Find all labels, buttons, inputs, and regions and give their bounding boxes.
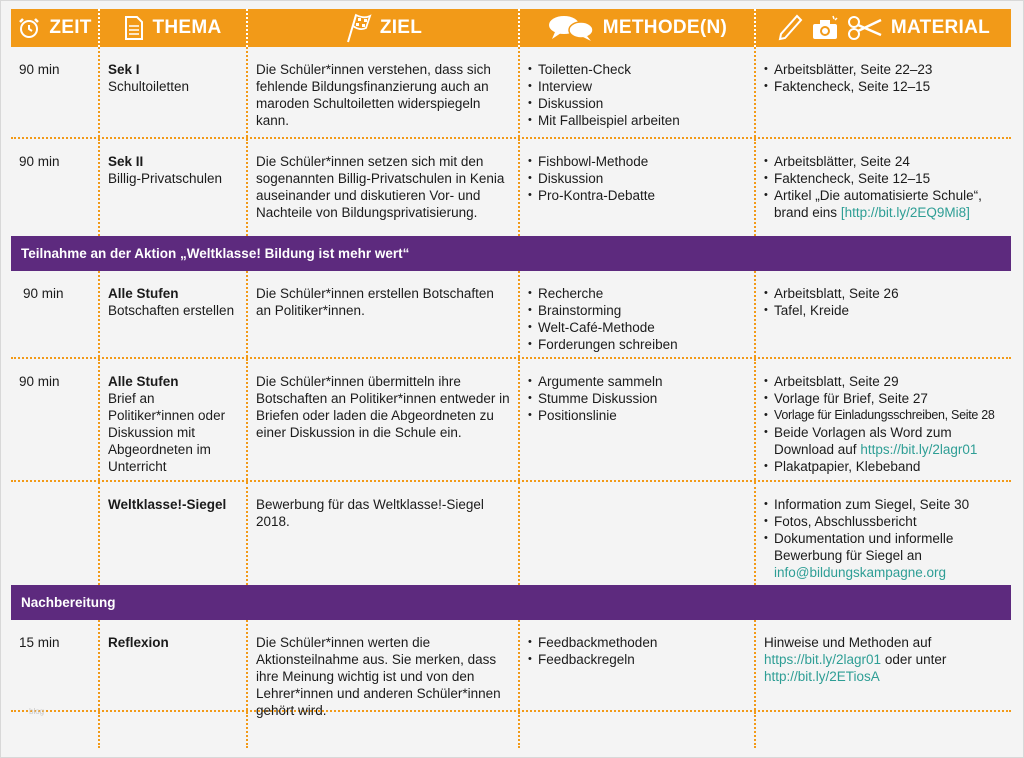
pencil-icon [777, 14, 803, 42]
table-row [11, 47, 1011, 139]
watermark-text: blog [29, 707, 45, 716]
list-item: • Positionslinie [528, 407, 746, 424]
empty-cell [11, 712, 100, 748]
header-ziel-label: ZIEL [379, 17, 423, 38]
methode-cell [520, 271, 756, 357]
empty-cell [756, 712, 1011, 748]
document-icon [124, 15, 144, 41]
ziel-cell: Die Schüler*innen übermitteln ihre Botschaften an Politiker*innen entweder in Briefen oder laden die Abgeordneten zu einer Diskussion in die Schule ein. [248, 359, 520, 480]
download-link[interactable]: https://bit.ly/2lagr01 [860, 442, 978, 457]
email-link[interactable]: info@bildungskampagne.org [774, 565, 947, 580]
methode-cell [520, 620, 756, 710]
methode-cell [520, 482, 756, 585]
empty-cell [100, 712, 248, 748]
header-methode [520, 9, 756, 47]
ziel-cell: Bewerbung für das Weltklasse!-Siegel 2018. [248, 482, 520, 585]
list-item: • Toiletten-Check [528, 61, 746, 78]
ziel-cell: Die Schüler*innen erstellen Botschaften an Politiker*innen. [248, 271, 520, 357]
empty-cell [248, 712, 520, 748]
lesson-plan-table [11, 9, 1011, 748]
application-text: Dokumentation und informelle Bewerbung für Siegel an [774, 531, 954, 563]
material-cell [756, 359, 1011, 480]
thema-title: Weltklasse!-Siegel [108, 497, 227, 512]
header-zeit-label: ZEIT [49, 17, 92, 38]
list-item: • Information zum Siegel, Seite 30 [764, 496, 1003, 513]
checkered-flag-icon [344, 13, 372, 43]
thema-title: Reflexion [108, 635, 169, 650]
thema-cell [100, 359, 248, 480]
ziel-cell: Die Schüler*innen setzen sich mit den sogenannten Billig-Privatschulen in Kenia auseinander und diskutieren Vor- und Nachteile von Bildungsprivatisierung. [248, 139, 520, 236]
methode-cell [520, 47, 756, 137]
table-header [11, 9, 1011, 47]
list-item: • Tafel, Kreide [764, 302, 1003, 319]
table-row [11, 139, 1011, 236]
list-item: • Pro-Kontra-Debatte [528, 187, 746, 204]
list-item: • Stumme Diskussion [528, 390, 746, 407]
thema-cell [100, 47, 248, 137]
material-cell [756, 271, 1011, 357]
zeit-cell [11, 482, 100, 585]
list-item [764, 530, 1003, 581]
list-item: • Vorlage für Einladungsschreiben, Seite 28 [764, 407, 1007, 424]
speech-bubbles-icon [547, 14, 595, 42]
list-item: • Faktencheck, Seite 12–15 [764, 78, 1003, 95]
zeit-cell: 90 min [11, 47, 100, 137]
material-cell [756, 139, 1011, 236]
hinweise-link-2[interactable]: http://bit.ly/2ETiosA [764, 669, 880, 684]
thema-title: Sek I [108, 62, 140, 77]
list-item: • Arbeitsblatt, Seite 26 [764, 285, 1003, 302]
hinweise-link-1[interactable]: https://bit.ly/2lagr01 [764, 652, 882, 667]
header-thema-label: THEMA [152, 17, 222, 38]
section-band-nachbereitung: Nachbereitung [11, 585, 1011, 620]
list-item: • Feedbackregeln [528, 651, 746, 668]
list-item: • Arbeitsblätter, Seite 24 [764, 153, 1003, 170]
thema-title: Alle Stufen [108, 286, 179, 301]
thema-cell [100, 482, 248, 585]
list-item: • Arbeitsblatt, Seite 29 [764, 373, 1007, 390]
material-cell [756, 47, 1011, 137]
list-item: • Welt-Café-Methode [528, 319, 746, 336]
empty-row [11, 712, 1011, 748]
alarm-clock-icon [17, 16, 41, 40]
thema-subtitle: Brief an Politiker*innen oder Diskussion mit Abgeordneten im Unterricht [108, 391, 226, 474]
list-item: • Feedbackmethoden [528, 634, 746, 651]
material-cell [756, 482, 1011, 585]
header-material [756, 9, 1011, 47]
thema-subtitle: Schultoiletten [108, 79, 190, 94]
list-item: • Recherche [528, 285, 746, 302]
table-row [11, 482, 1011, 585]
zeit-cell: 90 min [11, 139, 100, 236]
thema-title: Alle Stufen [108, 374, 179, 389]
list-item: • Plakatpapier, Klebeband [764, 458, 1007, 475]
thema-cell [100, 271, 248, 357]
download-text: Beide Vorlagen als Word zum Download auf [774, 425, 952, 457]
thema-cell [100, 620, 248, 710]
scissors-icon [847, 15, 883, 41]
list-item: • Argumente sammeln [528, 373, 746, 390]
zeit-cell: 90 min [11, 359, 100, 480]
zeit-cell: 15 min [11, 620, 100, 710]
methode-cell [520, 359, 756, 480]
list-item: • Faktencheck, Seite 12–15 [764, 170, 1003, 187]
list-item: • Arbeitsblätter, Seite 22–23 [764, 61, 1003, 78]
thema-subtitle: Billig-Privatschulen [108, 171, 223, 186]
section-band-aktion: Teilnahme an der Aktion „Weltklasse! Bildung ist mehr wert“ [11, 236, 1011, 271]
list-item [764, 424, 1007, 458]
thema-subtitle: Botschaften erstellen [108, 303, 235, 318]
header-methode-label: METHODE(N) [602, 17, 728, 38]
article-text: Artikel „Die automatisierte Schule“, brand eins [774, 188, 982, 220]
hinweise-text: Hinweise und Methoden auf [764, 635, 932, 650]
list-item: • Vorlage für Brief, Seite 27 [764, 390, 1007, 407]
list-item: • Fotos, Abschlussbericht [764, 513, 1003, 530]
list-item: • Brainstorming [528, 302, 746, 319]
list-item [764, 187, 1003, 221]
empty-cell [520, 712, 756, 748]
ziel-cell: Die Schüler*innen werten die Aktionsteilnahme aus. Sie merken, dass ihre Meinung wichtig ist und von den Lehrer*innen und anderen Schüler*innen gehört wird. [248, 620, 520, 710]
ziel-cell: Die Schüler*innen verstehen, dass sich fehlende Bildungsfinanzierung auch an maroden Schultoiletten widerspiegeln kann. [248, 47, 520, 137]
list-item: • Mit Fallbeispiel arbeiten [528, 112, 746, 129]
header-material-label: MATERIAL [890, 17, 991, 38]
list-item: • Interview [528, 78, 746, 95]
list-item: • Forderungen schreiben [528, 336, 746, 353]
table-row [11, 620, 1011, 718]
material-cell [756, 620, 1011, 710]
header-zeit [11, 9, 100, 47]
oder-text: oder unter [884, 652, 947, 667]
list-item: • Diskussion [528, 95, 746, 112]
zeit-cell: 90 min [11, 271, 100, 357]
table-row [11, 271, 1011, 359]
camera-icon [811, 15, 839, 41]
list-item: • Diskussion [528, 170, 746, 187]
thema-cell [100, 139, 248, 236]
methode-cell [520, 139, 756, 236]
header-ziel [248, 9, 520, 47]
header-thema [100, 9, 248, 47]
table-row [11, 359, 1011, 482]
article-link[interactable]: [http://bit.ly/2EQ9Mi8] [840, 205, 970, 220]
list-item: • Fishbowl-Methode [528, 153, 746, 170]
thema-title: Sek II [108, 154, 144, 169]
